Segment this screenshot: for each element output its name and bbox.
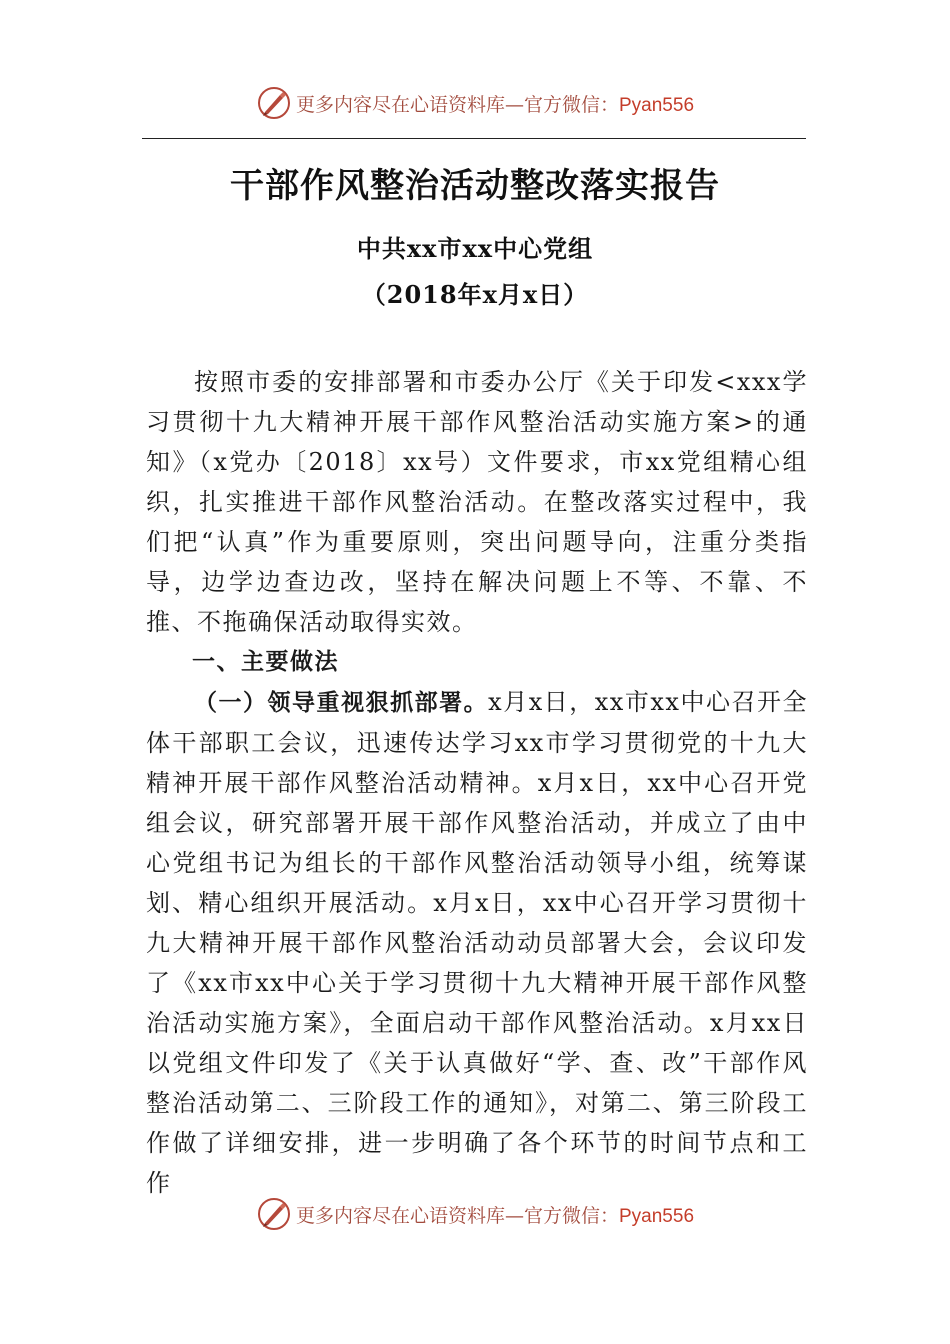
footer-banner <box>0 1189 950 1239</box>
header-rule <box>142 138 806 139</box>
document-title: 干部作风整治活动整改落实报告 <box>230 166 720 206</box>
header-banner <box>0 78 950 128</box>
document-date: （2018年x月x日） <box>361 280 589 309</box>
document-issuer: 中共xx市xx中心党组 <box>356 234 594 263</box>
banner-text: 更多内容尽在心语资料库—官方微信：Pyan556 <box>295 1204 695 1227</box>
paragraph-subsection-1 <box>146 682 808 1203</box>
wechat-id: Pyan556 <box>619 1205 695 1227</box>
wechat-id: Pyan556 <box>619 94 695 116</box>
subsection-body: x月x日，xx市xx中心召开全体干部职工会议，迅速传达学习xx市学习贯彻党的十九大精神开展干部作风整治活动精神。x月x日，xx中心召开党组会议，研究部署开展干部作风整治活动，并成立了由中心党组书记为组长的干部作风整治活动领导小组，统筹谋划、精心组织开展活动。x月x日，xx中心召开学习贯彻十九大精神开展干部作风整治活动动员部署大会，会议印发了《xx市xx中心关于学习贯彻十九大精神开展干部作风整治活动实施方案》，全面启动干部作风整治活动。x月xx日以党组文件印发了《关于认真做好“学、查、改”干部作风整治活动第二、三阶段工作的通知》，对第二、第三阶段工作做了详细安排，进一步明确了各个环节的时间节点和工作 <box>146 688 808 1197</box>
subsection-lead: （一）领导重视狠抓部署。 <box>194 690 489 716</box>
paragraph-intro: 按照市委的安排部署和市委办公厅《关于印发<xxx学习贯彻十九大精神开展干部作风整治活动实施方案>的通知》（x党办〔2018〕xx号）文件要求，市xx党组精心组织，扎实推进干部作风整治活动。在整改落实过程中，我们把“认真”作为重要原则，突出问题导向，注重分类指导，边学边查边改，坚持在解决问题上不等、不靠、不推、不拖确保活动取得实效。 <box>146 368 808 636</box>
pen-nib-logo-icon <box>256 1196 292 1232</box>
document-body <box>146 362 808 1203</box>
banner-text: 更多内容尽在心语资料库—官方微信：Pyan556 <box>295 93 695 116</box>
section-heading: 一、主要做法 <box>192 649 339 675</box>
pen-nib-logo-icon <box>256 85 292 121</box>
